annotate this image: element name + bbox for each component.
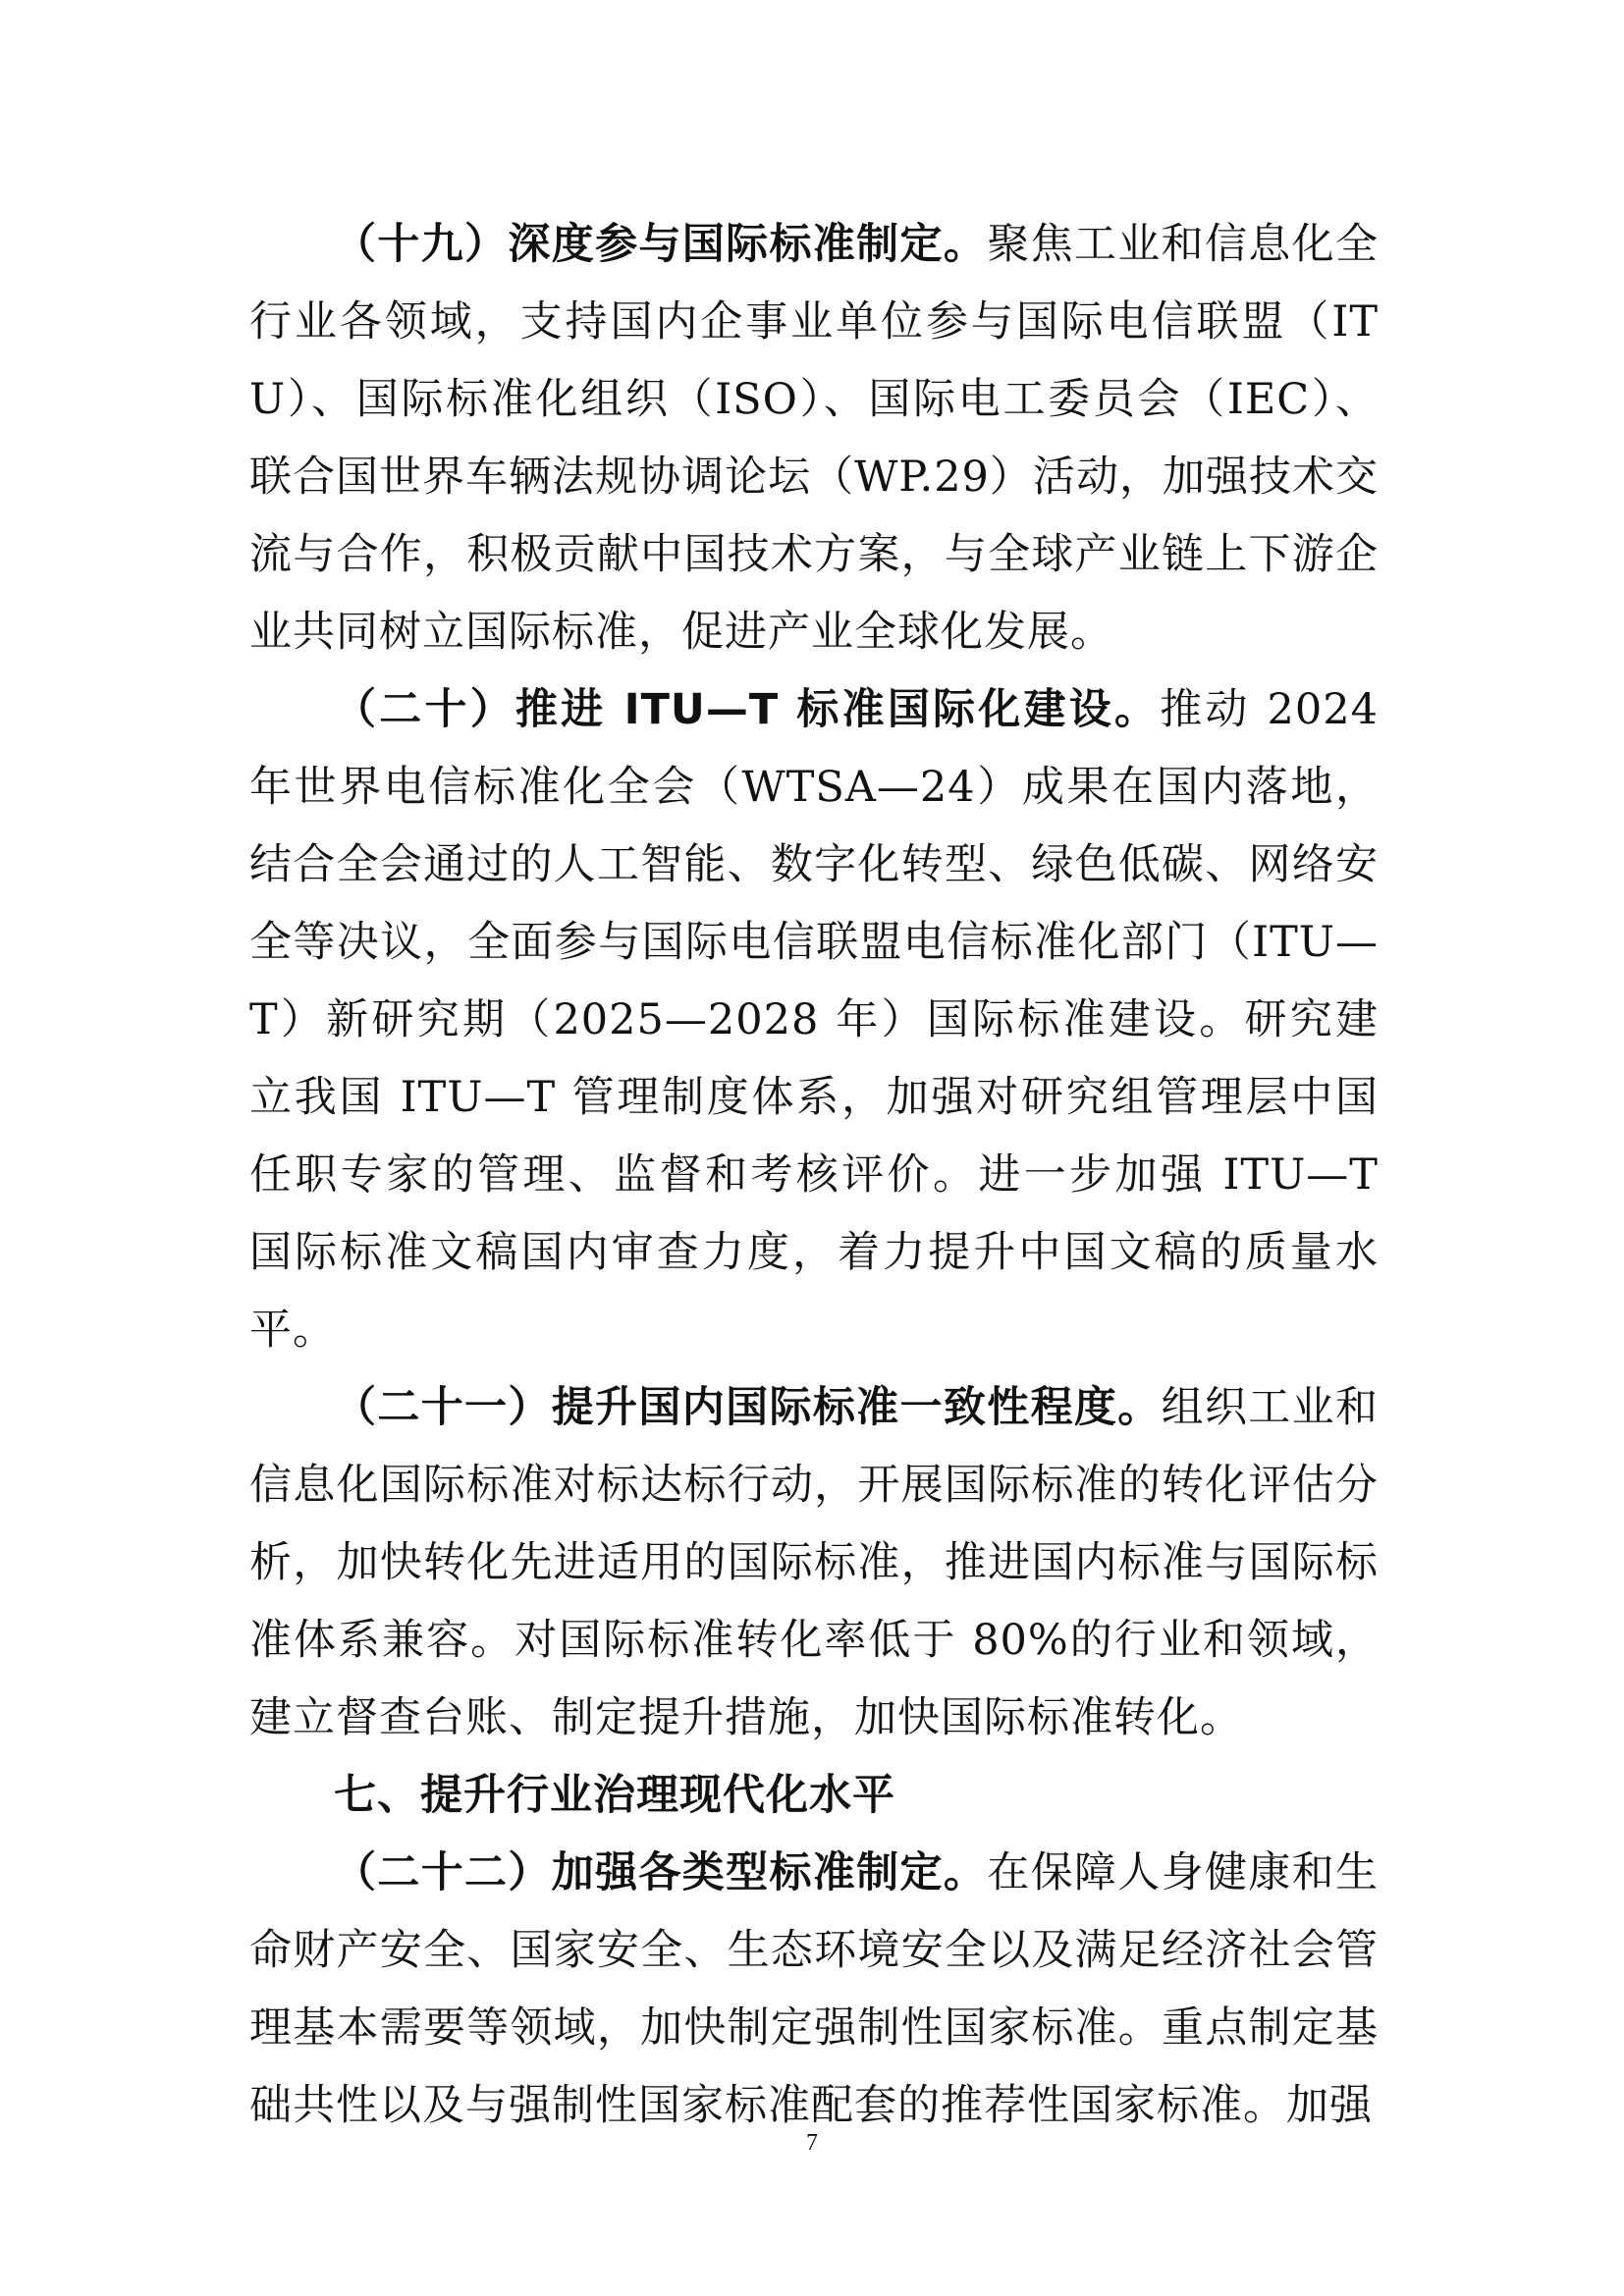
paragraph-text: 在保障人身健康和生命财产安全、国家安全、生态环境安全以及满足经济社会管理基本需要等领域，加快制定强制性国家标准。重点制定基础共性以及与强制性国家标准配套的推荐性国家标准。加强 [249, 1848, 1380, 2130]
paragraph-20 [249, 671, 1379, 1369]
paragraph-21 [249, 1369, 1379, 1757]
paragraph-lead: （十九）深度参与国际标准制定。 [334, 220, 988, 269]
paragraph-text: 组织工业和信息化国际标准对标达标行动，开展国际标准的转化评估分析，加快转化先进适用的国际标准，推进国内标准与国际标准体系兼容。对国际标准转化率低于 80%的行业和领域，建立督查台账、制定提升措施，加快国际标准转化。 [249, 1383, 1380, 1742]
page-body [249, 206, 1379, 2145]
paragraph-lead: （二十）推进 ITU—T 标准国际化建设。 [334, 685, 1161, 734]
paragraph-lead: （二十一）提升国内国际标准一致性程度。 [334, 1383, 1162, 1432]
paragraph-22 [249, 1835, 1379, 2145]
page-number: 7 [806, 2130, 818, 2156]
paragraph-19 [249, 206, 1379, 671]
section-heading: 七、提升行业治理现代化水平 [334, 1771, 895, 1820]
paragraph-lead: （二十二）加强各类型标准制定。 [334, 1848, 988, 1897]
paragraph-text: 聚焦工业和信息化全行业各领域，支持国内企事业单位参与国际电信联盟（ITU）、国际标准化组织（ISO）、国际电工委员会（IEC）、联合国世界车辆法规协调论坛（WP.29）活动，加强技术交流与合作，积极贡献中国技术方案，与全球产业链上下游企业共同树立国际标准，促进产业全球化发展。 [249, 220, 1380, 657]
paragraph-text: 推动 2024 年世界电信标准化全会（WTSA—24）成果在国内落地，结合全会通过的人工智能、数字化转型、绿色低碳、网络安全等决议，全面参与国际电信联盟电信标准化部门（ITU—T）新研究期（2025—2028 年）国际标准建设。研究建立我国 ITU—T 管理制度体系，加强对研究组管理层中国任职专家的管理、监督和考核评价。进一步加强 ITU—T 国际标准文稿国内审查力度，着力提升中国文稿的质量水平。 [249, 685, 1379, 1355]
